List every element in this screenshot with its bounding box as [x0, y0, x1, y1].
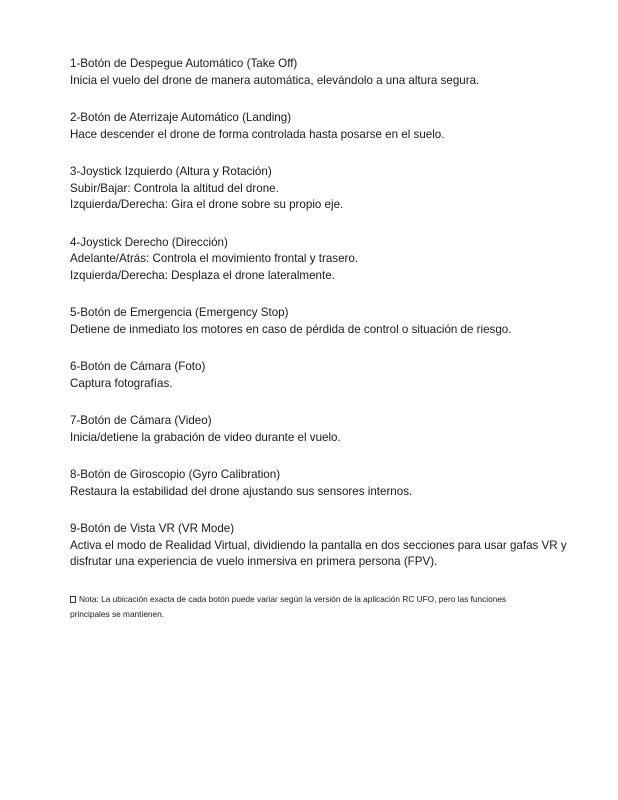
section-text: Subir/Bajar: Controla la altitud del drone.: [70, 181, 279, 195]
section-title: 9-Botón de Vista VR (VR Mode): [70, 522, 235, 535]
section-text: Hace descender el drone de forma controlada hasta posarse en el suelo.: [70, 127, 445, 141]
section-title: 3-Joystick Izquierdo (Altura y Rotación): [70, 165, 272, 178]
section-title: 8-Botón de Giroscopio (Gyro Calibration): [70, 468, 281, 481]
section-text: Detiene de inmediato los motores en caso de pérdida de control o situación de riesgo.: [70, 322, 512, 336]
section-right-joystick: [70, 235, 580, 285]
section-take-off: [70, 56, 580, 89]
missing-glyph-icon: [70, 596, 76, 603]
section-text: Activa el modo de Realidad Virtual, dividiendo la pantalla en dos secciones para usar gafas VR y: [70, 538, 567, 552]
footnote-text: Nota: La ubicación exacta de cada botón puede variar según la versión de la aplicación RC UFO, pero las funciones: [79, 593, 507, 604]
section-title: 4-Joystick Derecho (Dirección): [70, 235, 228, 249]
section-vr-mode: [70, 521, 580, 571]
section-text: Inicia/detiene la grabación de video durante el vuelo.: [70, 430, 341, 444]
section-text: Captura fotografías.: [70, 376, 173, 390]
section-landing: [70, 110, 580, 143]
section-text: Adelante/Atrás: Controla el movimiento frontal y trasero.: [70, 252, 359, 265]
section-emergency-stop: [70, 305, 580, 338]
section-camera-video: [70, 413, 580, 446]
section-text: Restaura la estabilidad del drone ajustando sus sensores internos.: [70, 484, 413, 498]
section-title: 6-Botón de Cámara (Foto): [70, 360, 206, 373]
footnote-line: [70, 592, 580, 608]
section-camera-photo: [70, 359, 580, 392]
section-gyro-calibration: [70, 467, 580, 500]
section-text: Izquierda/Derecha: Gira el drone sobre su propio eje.: [70, 198, 344, 211]
section-text: Izquierda/Derecha: Desplaza el drone lateralmente.: [70, 268, 335, 282]
section-title: 2-Botón de Aterrizaje Automático (Landing): [70, 111, 292, 124]
section-title: 7-Botón de Cámara (Video): [70, 414, 212, 427]
section-title: 5-Botón de Emergencia (Emergency Stop): [70, 306, 289, 319]
section-left-joystick: [70, 164, 580, 214]
section-title: 1-Botón de Despegue Automático (Take Off): [70, 57, 298, 70]
document-page: [70, 56, 580, 623]
section-text: disfrutar una experiencia de vuelo inmersiva en primera persona (FPV).: [70, 555, 438, 568]
section-text: Inicia el vuelo del drone de manera automática, elevándolo a una altura segura.: [70, 73, 480, 87]
footnote-line: principales se mantienen.: [70, 609, 165, 619]
footnote: [70, 592, 580, 623]
